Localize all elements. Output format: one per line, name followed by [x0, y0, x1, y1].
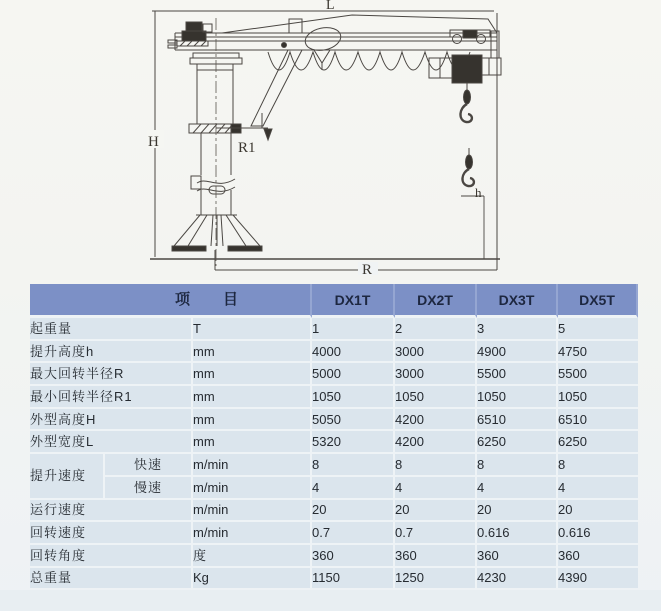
- val-cell: 4: [558, 477, 638, 500]
- unit-cell: m/min: [193, 454, 312, 477]
- header-model-dx5t: DX5T: [558, 284, 638, 318]
- val-cell: 1050: [395, 386, 477, 409]
- unit-cell: mm: [193, 409, 312, 432]
- val-cell: 4: [395, 477, 477, 500]
- table-row: [30, 431, 638, 454]
- val-cell: 1: [312, 318, 395, 341]
- val-cell: 6510: [558, 409, 638, 432]
- table-row: [30, 386, 638, 409]
- name-cell: 提升高度h: [30, 341, 193, 364]
- val-cell: 3: [477, 318, 558, 341]
- val-cell: 8: [312, 454, 395, 477]
- val-cell: 4000: [312, 341, 395, 364]
- val-cell: 1050: [477, 386, 558, 409]
- table-row: [30, 477, 638, 500]
- header-model-dx1t: DX1T: [312, 284, 395, 318]
- val-cell: 5500: [477, 363, 558, 386]
- val-cell: 1250: [395, 568, 477, 589]
- name-cell: 外型宽度L: [30, 431, 193, 454]
- table-row: [30, 522, 638, 545]
- sub-cell: 慢速: [105, 477, 193, 500]
- unit-cell: mm: [193, 386, 312, 409]
- unit-cell: m/min: [193, 477, 312, 500]
- header-model-dx2t: DX2T: [395, 284, 477, 318]
- val-cell: 8: [558, 454, 638, 477]
- val-cell: 6250: [477, 431, 558, 454]
- dim-label-max-radius: R: [362, 262, 373, 278]
- table-row: [30, 500, 638, 523]
- val-cell: 4900: [477, 341, 558, 364]
- val-cell: 0.7: [312, 522, 395, 545]
- val-cell: 20: [395, 500, 477, 523]
- val-cell: 4750: [558, 341, 638, 364]
- val-cell: 360: [395, 545, 477, 568]
- unit-cell: mm: [193, 341, 312, 364]
- spec-table-header-row: [30, 284, 638, 318]
- val-cell: 20: [312, 500, 395, 523]
- val-cell: 5320: [312, 431, 395, 454]
- val-cell: 0.7: [395, 522, 477, 545]
- unit-cell: m/min: [193, 500, 312, 523]
- val-cell: 4: [312, 477, 395, 500]
- val-cell: 5000: [312, 363, 395, 386]
- val-cell: 1050: [558, 386, 638, 409]
- hook-upper: [460, 83, 471, 122]
- dim-label-height: H: [148, 134, 159, 150]
- val-cell: 5050: [312, 409, 395, 432]
- table-row: [30, 341, 638, 364]
- val-cell: 3000: [395, 341, 477, 364]
- val-cell: 1150: [312, 568, 395, 589]
- sub-cell: 快速: [105, 454, 193, 477]
- unit-cell: mm: [193, 431, 312, 454]
- name-cell: 最小回转半径R1: [30, 386, 193, 409]
- val-cell: 8: [477, 454, 558, 477]
- table-row: [30, 363, 638, 386]
- dim-label-lift-height: h: [475, 185, 482, 200]
- val-cell: 4390: [558, 568, 638, 589]
- val-cell: 4: [477, 477, 558, 500]
- val-cell: 20: [477, 500, 558, 523]
- name-cell: 最大回转半径R: [30, 363, 193, 386]
- name-cell: 总重量: [30, 568, 193, 589]
- unit-cell: 度: [193, 545, 312, 568]
- table-row: [30, 568, 638, 589]
- unit-cell: mm: [193, 363, 312, 386]
- support-bracket: [251, 19, 302, 126]
- header-model-dx3t: DX3T: [477, 284, 558, 318]
- r1-dimension: [216, 113, 272, 140]
- unit-cell: Kg: [193, 568, 312, 589]
- bottom-margin-band: [0, 590, 661, 611]
- val-cell: 4230: [477, 568, 558, 589]
- name-cell: 回转速度: [30, 522, 193, 545]
- val-cell: 3000: [395, 363, 477, 386]
- crane-outline-drawing: [0, 0, 661, 284]
- name-cell: 外型高度H: [30, 409, 193, 432]
- dim-label-min-radius: R1: [238, 140, 256, 156]
- table-row: [30, 318, 638, 341]
- val-cell: 360: [477, 545, 558, 568]
- val-cell: 360: [312, 545, 395, 568]
- table-row: [30, 545, 638, 568]
- name-cell: 提升速度: [30, 454, 105, 499]
- dim-label-span: L: [326, 0, 335, 13]
- val-cell: 2: [395, 318, 477, 341]
- cable-trolley: [303, 24, 343, 70]
- header-item: 项 目: [30, 284, 312, 318]
- unit-cell: m/min: [193, 522, 312, 545]
- val-cell: 360: [558, 545, 638, 568]
- val-cell: 5500: [558, 363, 638, 386]
- name-cell: 起重量: [30, 318, 193, 341]
- val-cell: 0.616: [477, 522, 558, 545]
- val-cell: 4200: [395, 431, 477, 454]
- name-cell: 回转角度: [30, 545, 193, 568]
- table-row: [30, 454, 638, 477]
- unit-cell: T: [193, 318, 312, 341]
- electric-hoist: [429, 30, 501, 83]
- val-cell: 20: [558, 500, 638, 523]
- spec-table: [30, 284, 638, 588]
- val-cell: 5: [558, 318, 638, 341]
- val-cell: 1050: [312, 386, 395, 409]
- val-cell: 4200: [395, 409, 477, 432]
- val-cell: 6250: [558, 431, 638, 454]
- table-row: [30, 409, 638, 432]
- val-cell: 8: [395, 454, 477, 477]
- name-cell: 运行速度: [30, 500, 193, 523]
- val-cell: 6510: [477, 409, 558, 432]
- hook-lower: [461, 148, 484, 259]
- val-cell: 0.616: [558, 522, 638, 545]
